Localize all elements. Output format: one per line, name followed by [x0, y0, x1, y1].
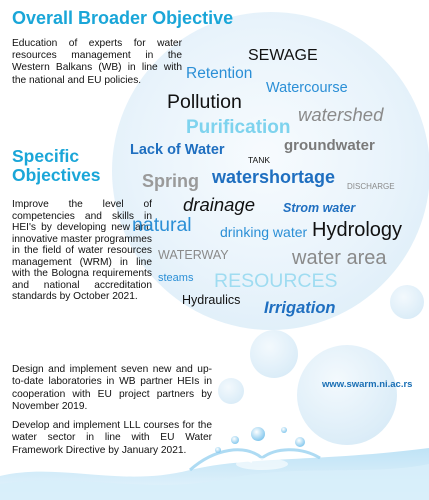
word-sewage: SEWAGE: [248, 47, 318, 64]
word-drainage: drainage: [183, 194, 256, 215]
word-waterway: WATERWAY: [158, 248, 229, 262]
word-discharge: DISCHARGE: [347, 182, 395, 191]
word-watercourse: Watercourse: [266, 80, 348, 96]
word-steams: steams: [158, 272, 194, 284]
word-irrigation: Irrigation: [264, 299, 336, 317]
water-splash-illustration: [0, 418, 429, 500]
specific-objective-2: Design and implement seven new and up-to-date laboratories in WB partner HEIs in cooperation with EU project partners by November 2019.: [12, 364, 212, 413]
specific-objectives-heading: Specific Objectives: [12, 146, 101, 185]
decorative-bubble: [390, 285, 424, 319]
overall-objective-heading: Overall Broader Objective: [12, 8, 234, 28]
word-drinking-water: drinking water: [220, 224, 308, 240]
website-link[interactable]: www.swarm.ni.ac.rs: [322, 379, 413, 390]
decorative-bubble: [250, 330, 298, 378]
word-strom-water: Strom water: [283, 201, 356, 215]
word-watershortage: watershortage: [212, 167, 336, 187]
word-pollution: Pollution: [167, 91, 242, 113]
word-watershed: watershed: [298, 104, 384, 125]
word-retention: Retention: [186, 65, 253, 82]
word-purification: Purification: [186, 117, 291, 138]
word-resources: RESOURCES: [214, 270, 338, 292]
specific-objective-3: Develop and implement LLL courses for the water sector in line with EU Water Framework Directive by January 2021.: [12, 420, 212, 456]
word-groundwater: groundwater: [284, 137, 375, 154]
word-hydraulics: Hydraulics: [182, 293, 241, 307]
decorative-bubble: [218, 378, 244, 404]
word-natural: natural: [132, 214, 192, 236]
overall-objective-text: Education of experts for water resources management in the Western Balkans (WB) in line with the national and EU policies.: [12, 38, 182, 86]
word-lack-of-water: Lack of Water: [130, 142, 225, 158]
word-spring: Spring: [142, 171, 199, 191]
specific-objective-1: Improve the level of competencies and skills in HEI's by developing new and innovative master programmes in the field of water resources management (WRM) in line with the Bologna requirements and national accreditation standards by October 2021.: [12, 199, 152, 303]
word-water-area: water area: [292, 247, 387, 269]
word-hydrology: Hydrology: [312, 219, 403, 241]
word-tank: TANK: [248, 155, 271, 165]
